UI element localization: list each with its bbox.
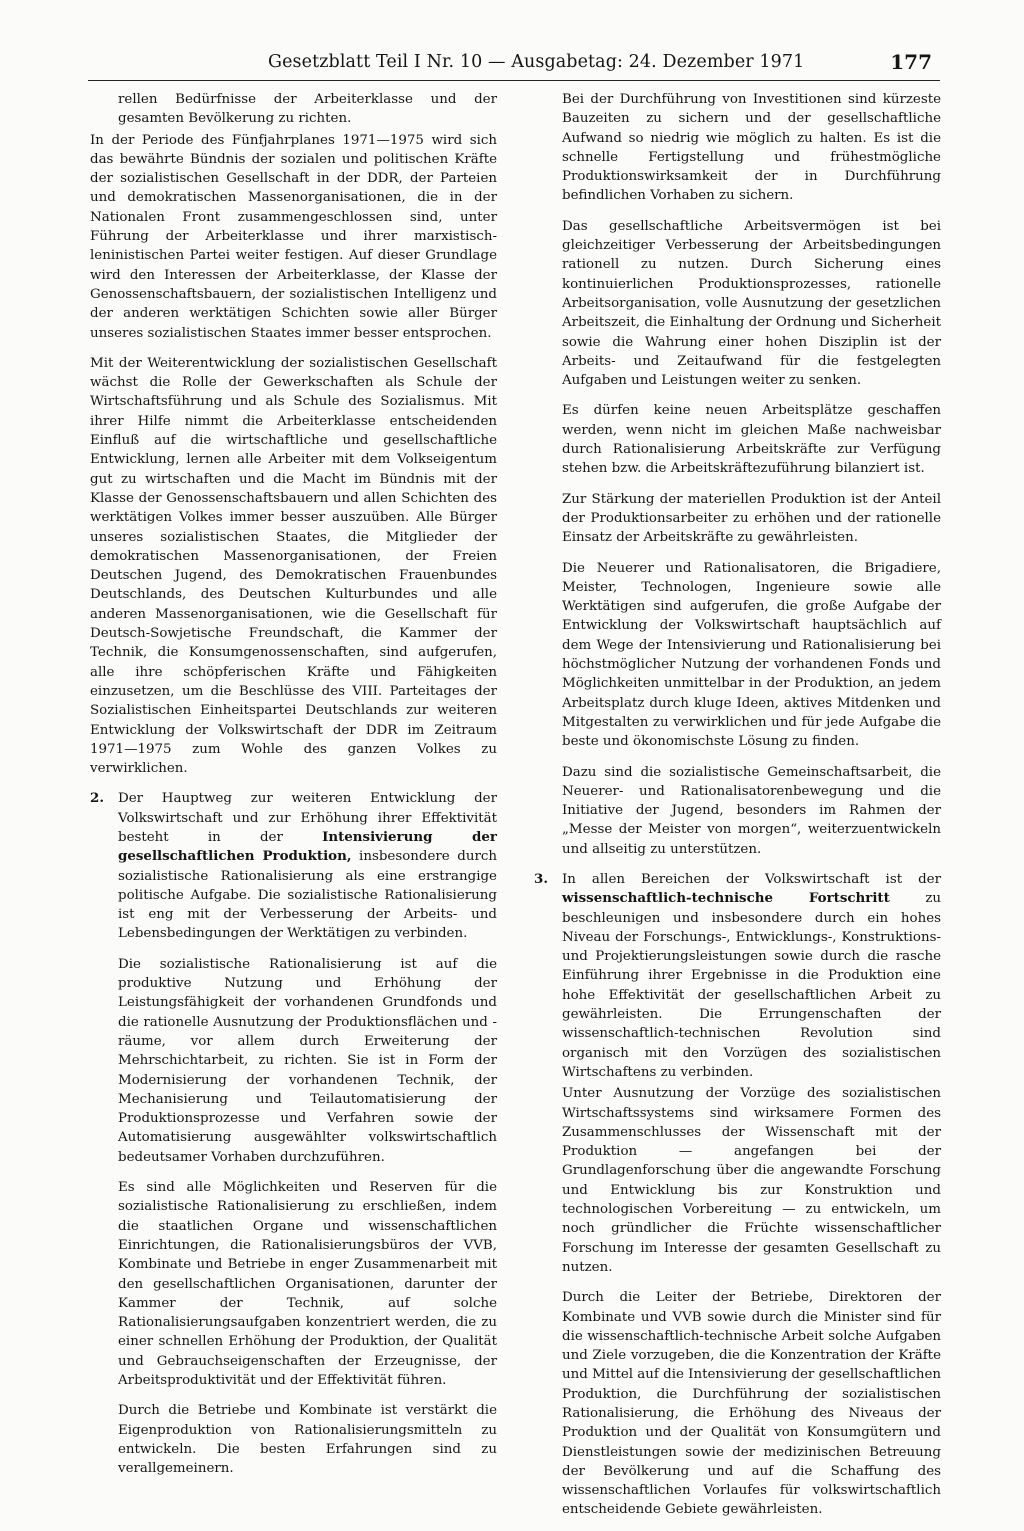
paragraph: Durch die Betriebe und Kombinate ist verstärkt die Eigenproduktion von Rationalisierungsmitteln zu entwickeln. Die besten Erfahrungen sind zu verallgemeinern.: [118, 1403, 497, 1477]
paragraph: Unter Ausnutzung der Vorzüge des sozialistischen Wirtschaftssystems sind wirksamere Formen des Zusammenschlusses der Wissenschaft mit der Produktion — angefangen bei der Grundlagenforschung über die angewandte Forschung und Entwicklung bis zur Konstruktion und technologischen Vorbereitung — zu entwickeln, um noch gründlicher die Früchte wissenschaftlicher Forschung im Interesse der gesamten Gesellschaft zu nutzen.: [562, 1086, 941, 1275]
paragraph: Durch die Leiter der Betriebe, Direktoren der Kombinate und VVB sowie durch die Minister sind für die wissenschaftlich-technische Arbeit solche Aufgaben und Ziele vorzugeben, die die Konzentration der Kräfte und Mittel auf die Intensivierung der gesellschaftlichen Produktion, die Durchführung der sozialistischen Rationalisierung, die Erhöhung des Niveaus der Produktion und der Qualität von Konsumgütern und Dienstleistungen sowie der medizinischen Betreuung der Bevölkerung und auf die Schaffung des wissenschaftlichen Vorlaufes für volkswirtschaftlich entscheidende Gebiete gewährleisten.: [562, 1290, 941, 1518]
right-column: [534, 90, 941, 1531]
paragraph: Es sind alle Möglichkeiten und Reserven für die sozialistische Rationalisierung zu erschließen, indem die staatlichen Organe und wissenschaftlichen Einrichtungen, die Rationalisierungsbüros der VVB, Kombinate und Betriebe in enger Zusammenarbeit mit den gesellschaftlichen Organisationen, darunter der Kammer der Technik, auf solche Rationalisierungsaufgaben konzentriert werden, die zu einer schnellen Erhöhung der Produktion, der Qualität und Gebrauchseigenschaften der Erzeugnisse, der Arbeitsproduktivität und der Effektivität führen.: [118, 1180, 497, 1388]
item-emphasis: wissenschaftlich-technische Fortschritt: [562, 890, 890, 907]
item-number: 2.: [90, 790, 104, 807]
item-text: In allen Bereichen der Volkswirtschaft ist der: [562, 871, 941, 887]
paragraph: Dazu sind die sozialistische Gemeinschaftsarbeit, die Neuerer- und Rationalisatorenbewegung und die Initiative der Jugend, besonders im Rahmen der „Messe der Meister von morgen“, weiterzuentwickeln und allseitig zu unterstützen.: [562, 764, 941, 857]
paragraph: Zur Stärkung der materiellen Produktion ist der Anteil der Produktionsarbeiter zu erhöhen und der rationelle Einsatz der Arbeitskräfte zu gewährleisten.: [562, 491, 941, 546]
item-text: zu beschleunigen und insbesondere durch ein hohes Niveau der Forschungs-, Entwicklungs-, Konstruktions- und Projektierungsleistungen sowie durch die rasche Einführung ihrer Ergebnisse in die Produktion eine hohe Effektivität der gesellschaftlichen Arbeit zu gewährleisten. Die Errungenschaften der wissenschaftlich-technischen Revolution sind organisch mit den Vorzügen des sozialistischen Wirtschaftens zu verbinden.: [562, 891, 941, 1080]
item-number: 3.: [534, 870, 548, 887]
paragraph: Die Neuerer und Rationalisatoren, die Brigadiere, Meister, Technologen, Ingenieure sowie alle Werktätigen sind aufgerufen, die große Aufgabe der Entwicklung der Volkswirtschaft hauptsächlich auf dem Wege der Intensivierung und Rationalisierung bei höchstmöglicher Nutzung der vorhandenen Fonds und Möglichkeiten unmittelbar in der Produktion, an jedem Arbeitsplatz durch kluge Ideen, aktives Mitdenken und Mitgestalten zu verwirklichen und für jede Aufgabe die beste und ökonomischste Lösung zu finden.: [562, 560, 941, 750]
paragraph: Es dürfen keine neuen Arbeitsplätze geschaffen werden, wenn nicht im gleichen Maße nachweisbar durch Rationalisierung Arbeitskräfte zur Verfügung stehen bzw. die Arbeitskräftezuführung bilanziert ist.: [562, 403, 941, 477]
paragraph: In der Periode des Fünfjahrplanes 1971—1975 wird sich das bewährte Bündnis der sozialen und politischen Kräfte der sozialistischen Gesellschaft in der DDR, der Parteien und demokratischen Massenorganisationen, die in der Nationalen Front zusammengeschlossen sind, unter Führung der Arbeiterklasse und ihrer marxistisch-leninistischen Partei weiter festigen. Auf dieser Grundlage wird den Interessen der Arbeiterklasse, der Klasse der Genossenschaftsbauern, der sozialistischen Intelligenz und der anderen werktätigen Schichten sowie aller Bürger unseres sozialistischen Staates immer besser entsprochen.: [90, 132, 497, 341]
left-column: [90, 90, 497, 1489]
item-2-continued: [534, 90, 941, 859]
paragraph: rellen Bedürfnisse der Arbeiterklasse und der gesamten Bevölkerung zu richten.: [118, 92, 497, 127]
paragraph: Mit der Weiterentwicklung der sozialistischen Gesellschaft wächst die Rolle der Gewerkschaften als Schule der Wirtschaftsführung und als Schule des Sozialismus. Mit ihrer Hilfe nimmt die Arbeiterklasse entscheidenden Einfluß auf die wirtschaftliche und gesellschaftliche Entwicklung, lernen alle Arbeiter mit dem Volkseigentum gut zu wirtschaften und die Macht im Bündnis mit der Klasse der Genossenschaftsbauern und allen Schichten des werktätigen Volkes immer besser auszuüben. Alle Bürger unseres sozialistischen Staates, die Mitglieder der demokratischen Massenorganisationen, der Freien Deutschen Jugend, des Demokratischen Frauenbundes Deutschlands, des Deutschen Kulturbundes und alle anderen Massenorganisationen, wie die Gesellschaft für Deutsch-Sowjetische Freundschaft, die Kammer der Technik, die Konsumgenossenschaften, sind aufgerufen, alle ihre schöpferischen Kräfte und Fähigkeiten einzusetzen, um die Beschlüsse des VIII. Parteitages der Sozialistischen Einheitspartei Deutschlands zur weiteren Entwicklung der Volkswirtschaft der DDR im Zeitraum 1971—1975 zum Wohle des ganzen Volkes zu verwirklichen.: [90, 355, 497, 777]
item-emphasis: Intensivierung der gesellschaftlichen Produktion,: [118, 828, 497, 865]
header-title: Gesetzblatt Teil I Nr. 10 — Ausgabetag: 24. Dezember 1971: [268, 52, 805, 72]
item-text: Der Hauptweg zur weiteren Entwicklung der Volkswirtschaft und zur Erhöhung ihrer Effektivität besteht in der: [118, 791, 497, 845]
item-text: insbesondere durch sozialistische Rationalisierung als eine erstrangige politische Aufgabe. Die sozialistische Rationalisierung ist eng mit der Verbesserung der Arbeits- und Lebensbedingungen der Werktätigen zu verbinden.: [118, 849, 497, 942]
page-header: [88, 50, 940, 81]
page-number: 177: [890, 50, 932, 74]
numbered-item-3: [534, 870, 941, 1520]
numbered-item-2: [90, 789, 497, 1478]
paragraph: Das gesellschaftliche Arbeitsvermögen ist bei gleichzeitiger Verbesserung der Arbeitsbedingungen rationell zu nutzen. Durch Sicherung eines kontinuierlichen Produktionsprozesses, rationelle Arbeitsorganisation, volle Ausnutzung der gesetzlichen Arbeitszeit, die Einhaltung der Ordnung und Sicherheit sowie die Wahrung einer hohen Disziplin ist der Arbeits- und Zeitaufwand für die festgelegten Aufgaben und Leistungen weiter zu senken.: [562, 218, 941, 389]
paragraph: [562, 870, 941, 1082]
paragraph: [118, 789, 497, 943]
paragraph: Bei der Durchführung von Investitionen sind kürzeste Bauzeiten zu sichern und der gesellschaftliche Aufwand so niedrig wie möglich zu halten. Es ist die schnelle Fertigstellung und frühestmögliche Produktionswirksamkeit der in Durchführung befindlichen Vorhaben zu sichern.: [562, 92, 941, 204]
paragraph: Die sozialistische Rationalisierung ist auf die produktive Nutzung und Erhöhung der Leistungsfähigkeit der vorhandenen Grundfonds und die rationelle Ausnutzung der Produktionsflächen und -räume, vor allem durch Erweiterung der Mehrschichtarbeit, zu richten. Sie ist in Form der Modernisierung der vorhandenen Technik, der Mechanisierung und Teilautomatisierung der Produktionsprozesse und Verfahren sowie der Automatisierung ausgewählter volkswirtschaftlich bedeutsamer Vorhaben durchzuführen.: [118, 956, 497, 1165]
